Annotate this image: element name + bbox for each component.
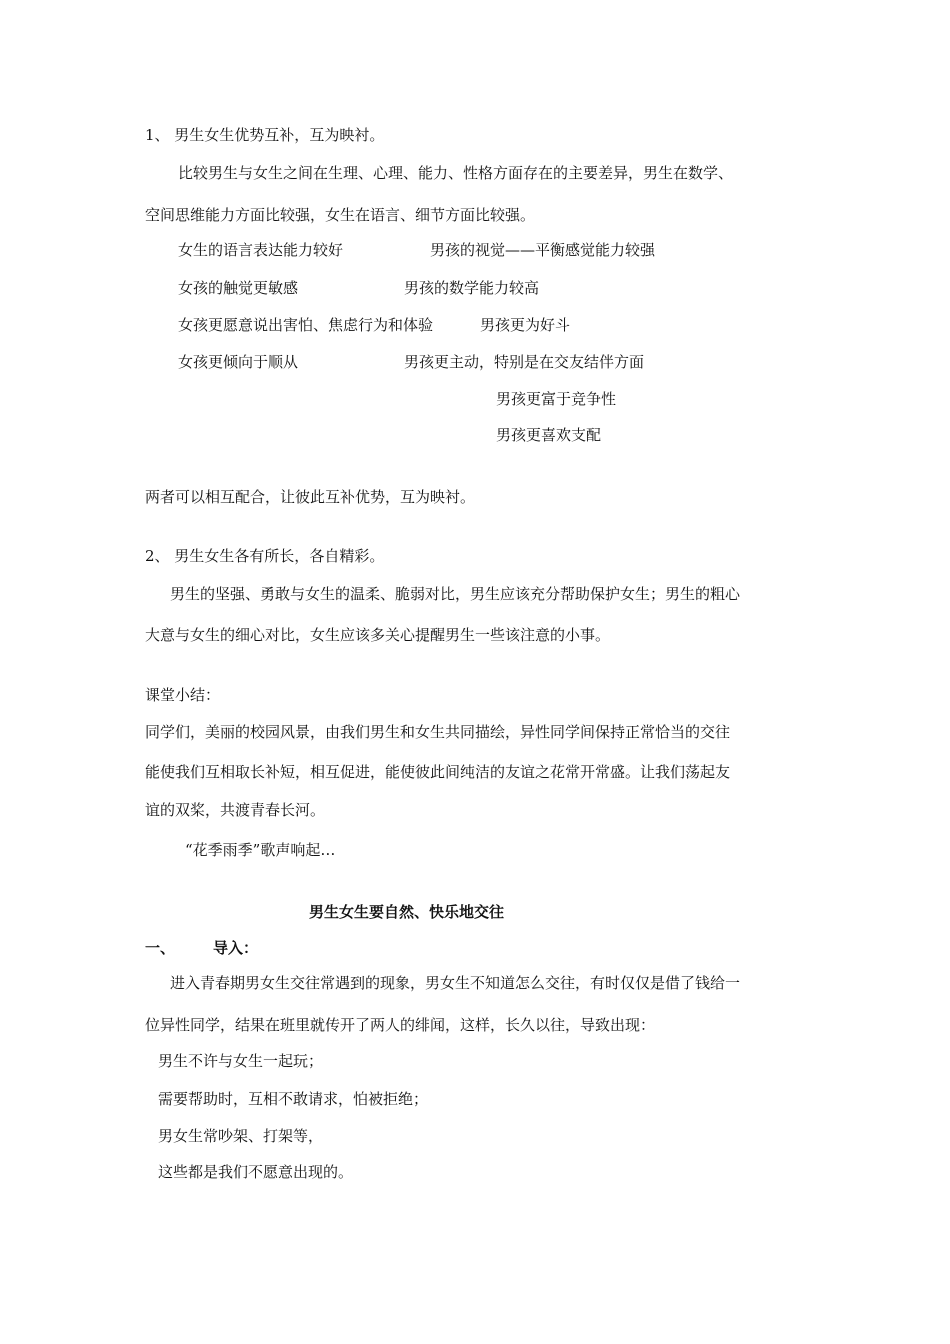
section1-paragraph-line1: 比较男生与女生之间在生理、心理、能力、性格方面存在的主要差异，男生在数学、 — [178, 164, 734, 182]
girl-trait-2: 女孩的触觉更敏感 — [178, 279, 299, 297]
lesson2-paragraph-line1: 进入青春期男女生交往常遇到的现象，男女生不知道怎么交往，有时仅仅是借了钱给一 — [170, 974, 741, 992]
girl-trait-3: 女孩更愿意说出害怕、焦虑行为和体验 — [178, 316, 434, 334]
section2-heading: 2、 男生女生各有所长，各自精彩。 — [145, 547, 385, 565]
section1-heading: 1、 男生女生优势互补，互为映衬。 — [145, 126, 385, 144]
lesson2-title: 男生女生要自然、快乐地交往 — [309, 903, 505, 921]
summary-line1: 同学们，美丽的校园风景，由我们男生和女生共同描绘，异性同学间保持正常恰当的交往 — [145, 723, 731, 741]
summary-song: “花季雨季”歌声响起… — [185, 841, 336, 859]
section2-paragraph-line2: 大意与女生的细心对比，女生应该多关心提醒男生一些该注意的小事。 — [145, 626, 611, 644]
lesson2-item-4: 这些都是我们不愿意出现的。 — [158, 1163, 354, 1181]
boy-trait-3: 男孩更为好斗 — [480, 316, 571, 334]
boy-trait-2: 男孩的数学能力较高 — [404, 279, 540, 297]
intro-label: 导入： — [213, 939, 259, 957]
girl-trait-1: 女生的语言表达能力较好 — [178, 241, 344, 259]
lesson2-item-3: 男女生常吵架、打架等， — [158, 1127, 324, 1145]
boy-trait-4: 男孩更主动，特别是在交友结伴方面 — [404, 353, 645, 371]
section1-paragraph-line2: 空间思维能力方面比较强，女生在语言、细节方面比较强。 — [145, 206, 536, 224]
summary-line2: 能使我们互相取长补短，相互促进，能使彼此间纯洁的友谊之花常开常盛。让我们荡起友 — [145, 763, 731, 781]
summary-label: 课堂小结： — [145, 686, 221, 704]
lesson2-item-1: 男生不许与女生一起玩； — [158, 1052, 324, 1070]
section1-conclusion: 两者可以相互配合，让彼此互补优势，互为映衬。 — [145, 488, 476, 506]
boy-trait-6: 男孩更喜欢支配 — [496, 426, 602, 444]
summary-line3: 谊的双桨，共渡青春长河。 — [145, 801, 326, 819]
section2-paragraph-line1: 男生的坚强、勇敢与女生的温柔、脆弱对比，男生应该充分帮助保护女生；男生的粗心 — [170, 585, 741, 603]
intro-number: 一、 — [145, 939, 176, 957]
boy-trait-1: 男孩的视觉——平衡感觉能力较强 — [430, 241, 656, 259]
lesson2-paragraph-line2: 位异性同学，结果在班里就传开了两人的绯闻，这样，长久以往，导致出现： — [145, 1016, 656, 1034]
boy-trait-5: 男孩更富于竞争性 — [496, 390, 617, 408]
lesson2-item-2: 需要帮助时，互相不敢请求，怕被拒绝； — [158, 1090, 429, 1108]
girl-trait-4: 女孩更倾向于顺从 — [178, 353, 299, 371]
